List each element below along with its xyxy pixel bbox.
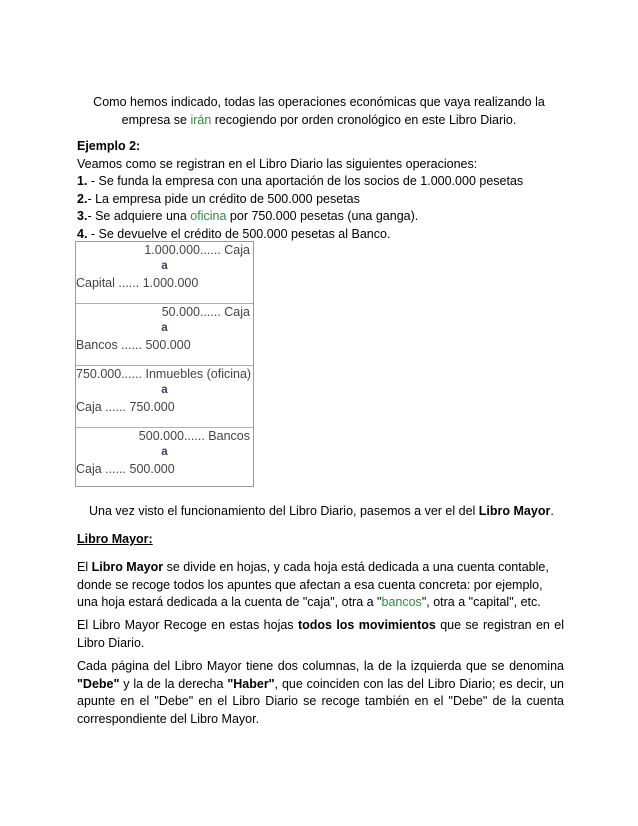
entry-a: a	[161, 260, 168, 272]
journal-entry	[76, 242, 253, 304]
entry-debit: 50.000...... Caja	[161, 305, 250, 319]
intro-text: Como hemos indicado, todas las operaciones económicas que vaya realizando la empresa se	[93, 95, 545, 127]
entry-a: a	[161, 446, 168, 458]
entry-a: a	[161, 322, 168, 334]
oficina-link[interactable]: oficina	[190, 209, 227, 223]
entry-a: a	[161, 384, 168, 396]
example-title: Ejemplo 2:	[77, 139, 141, 153]
entry-credit: Capital ...... 1.000.000	[76, 276, 199, 290]
example-item-4: 4. - Se devuelve el crédito de 500.000 pesetas al Banco.	[77, 226, 391, 241]
example-item-2: 2.- La empresa pide un crédito de 500.000 pesetas	[77, 191, 360, 206]
entry-debit: 750.000...... Inmuebles (oficina)	[76, 367, 252, 381]
journal-entry	[76, 428, 253, 489]
entry-credit: Bancos ...... 500.000	[76, 338, 191, 352]
mayor-paragraph-3: Cada página del Libro Mayor tiene dos columnas, la de la izquierda que se denomina "Debe" y la de la derecha "Haber", que coinciden con las del Libro Diario; es decir, un apunte en el "Debe" en el Libro Diario se recoge también en el "Debe" de la cuenta correspondiente del Libro Mayor.	[77, 659, 564, 726]
example-lead: Veamos como se registran en el Libro Diario las siguientes operaciones:	[77, 156, 478, 171]
example-section	[77, 138, 567, 243]
entry-debit: 500.000...... Bancos	[138, 429, 250, 443]
intro-paragraph	[84, 93, 554, 129]
entry-debit: 1.000.000...... Caja	[144, 243, 250, 257]
journal-entry	[76, 366, 253, 428]
mayor-paragraph-2: El Libro Mayor Recoge en estas hojas todos los movimientos que se registran en el Libro Diario.	[77, 618, 564, 650]
intro-link[interactable]: irán	[190, 113, 212, 127]
transition-paragraph: Una vez visto el funcionamiento del Libro Diario, pasemos a ver el del Libro Mayor.	[89, 504, 554, 518]
mayor-paragraph-1: El Libro Mayor se divide en hojas, y cada hoja está dedicada a una cuenta contable, donde se recoge todos los apuntes que afectan a esa cuenta concreta: por ejemplo, una hoja estará dedicada a la cuenta de "caja", otra a "bancos", otra a "capital", etc.	[77, 560, 549, 609]
libro-mayor-heading: Libro Mayor:	[77, 532, 153, 546]
intro-text-end: recogiendo por orden cronológico en este Libro Diario.	[211, 113, 517, 127]
journal-entry	[76, 304, 253, 366]
entry-credit: Caja ...... 750.000	[76, 400, 175, 414]
bancos-link[interactable]: bancos	[381, 595, 422, 609]
journal-entries-table	[75, 241, 254, 487]
example-item-3: 3.- Se adquiere una oficina por 750.000 pesetas (una ganga).	[77, 209, 419, 223]
entry-credit: Caja ...... 500.000	[76, 462, 175, 476]
example-item-1: 1. - Se funda la empresa con una aportación de los socios de 1.000.000 pesetas	[77, 174, 524, 188]
